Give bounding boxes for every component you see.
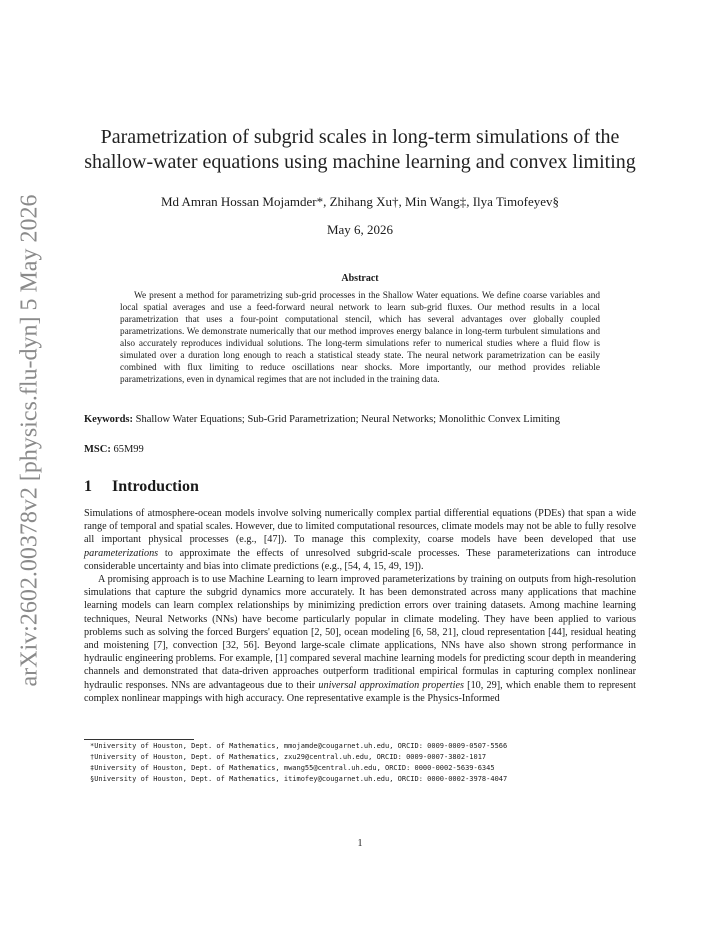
footnote-divider [84, 739, 194, 740]
keywords-text: Shallow Water Equations; Sub-Grid Parametrization; Neural Networks; Monolithic Convex Limiting [135, 414, 561, 425]
title-line-2: shallow-water equations using machine learning and convex limiting [84, 151, 636, 173]
paper-title [84, 125, 636, 175]
msc-code: 65M99 [113, 444, 144, 455]
paragraph-2 [84, 573, 636, 705]
paragraph-2-emphasis: universal approximation properties [318, 679, 464, 691]
paragraph-2-text-a: A promising approach is to use Machine Learning to learn improved parameterizations by training on outputs from high-resolution simulations that capture the subgrid dynamics more accurately. It has been demonstrated across many applications that machine learning models can learn complex relationships by minimizing prediction errors over training datasets. Among machine learning techniques, Neural Networks (NNs) have become particularly popular in climate modeling. They have been applied to various problems such as solving the forced Burgers' equation [2, 50], ocean modeling [6, 58, 21], cloud representation [44], residual heating and moistening [7], convection [32, 56]. Beyond large-scale climate applications, NNs have also shown strong performance in hydraulic engineering problems. For example, [1] compared several machine learning models for predicting scour depth in meandering channels and demonstrated that data-driven approaches outperform traditional empirical formulas in capturing complex nonlinear hydraulic responses. NNs are advantageous due to their [84, 574, 636, 691]
footnotes [90, 741, 636, 785]
arxiv-identifier-text: arXiv:2602.00378v2 [physics.flu-dyn] 5 May 2026 [16, 194, 43, 686]
keywords-label: Keywords: [84, 414, 133, 425]
paragraph-1 [84, 507, 636, 573]
section-title: Introduction [112, 478, 199, 495]
paragraph-2-text-b: [10, 29], which enable them to represent complex nonlinear mappings with high accuracy. One representative example is the Physics-Informed [84, 679, 636, 704]
msc-label: MSC: [84, 444, 111, 455]
section-heading [84, 478, 199, 496]
section-number: 1 [84, 478, 92, 495]
abstract-heading: Abstract [341, 273, 379, 284]
author-list: Md Amran Hossan Mojamder*, Zhihang Xu†, Min Wang‡, Ilya Timofeyev§ [160, 194, 560, 209]
footnote-3: ‡University of Houston, Dept. of Mathematics, mwang55@central.uh.edu, ORCID: 0000-0002-5639-6345 [90, 764, 495, 772]
publication-date: May 6, 2026 [326, 222, 394, 237]
title-line-1: Parametrization of subgrid scales in long-term simulations of the [100, 126, 620, 148]
arxiv-identifier [10, 194, 50, 686]
paragraph-1-text-b: to approximate the effects of unresolved subgrid-scale processes. These parameterizations can introduce considerable uncertainty and bias into climate predictions (e.g., [54, 4, 15, 49, 19]). [84, 547, 636, 572]
abstract-text: We present a method for parametrizing sub-grid processes in the Shallow Water equations. We define coarse variables and local spatial averages and use a feed-forward neural network to learn sub-grid fluxes. Our method results in a local parametrization that uses a four-point computational stencil, which has several advantages over globally coupled parametrizations. We demonstrate numerically that our method improves energy balance in long-term turbulent simulations and also accurately reproduces individual solutions. The long-term simulations refer to numerical studies where a fluid flow is simulated over a duration long enough to reach a statistical steady state. The neural network parametrization can be easily combined with flux limiting to reduce oscillations near shocks. More importantly, our method provides reliable parametrizations, even in dynamical regimes that are not included in the training data. [120, 291, 600, 385]
paragraph-1-text-a: Simulations of atmosphere-ocean models involve solving numerically complex partial differential equations (PDEs) that span a wide range of temporal and spatial scales. However, due to limited computational resources, climate models may not be able to fully resolve all important physical processes (e.g., [47]). To manage this complexity, coarse models have been developed that use [84, 508, 636, 546]
introduction-body [84, 507, 636, 705]
footnote-4: §University of Houston, Dept. of Mathematics, itimofey@cougarnet.uh.edu, ORCID: 0000-0002-3978-4047 [90, 775, 508, 783]
footnote-1: *University of Houston, Dept. of Mathematics, mmojamde@cougarnet.uh.edu, ORCID: 0009-0009-0507-5566 [90, 742, 508, 750]
paragraph-1-emphasis: parameterizations [84, 547, 159, 559]
msc-line [84, 444, 636, 455]
keywords-line [84, 413, 636, 426]
page-number: 1 [357, 838, 363, 849]
footnote-2: †University of Houston, Dept. of Mathematics, zxu29@central.uh.edu, ORCID: 0009-0007-3802-1017 [90, 753, 487, 761]
